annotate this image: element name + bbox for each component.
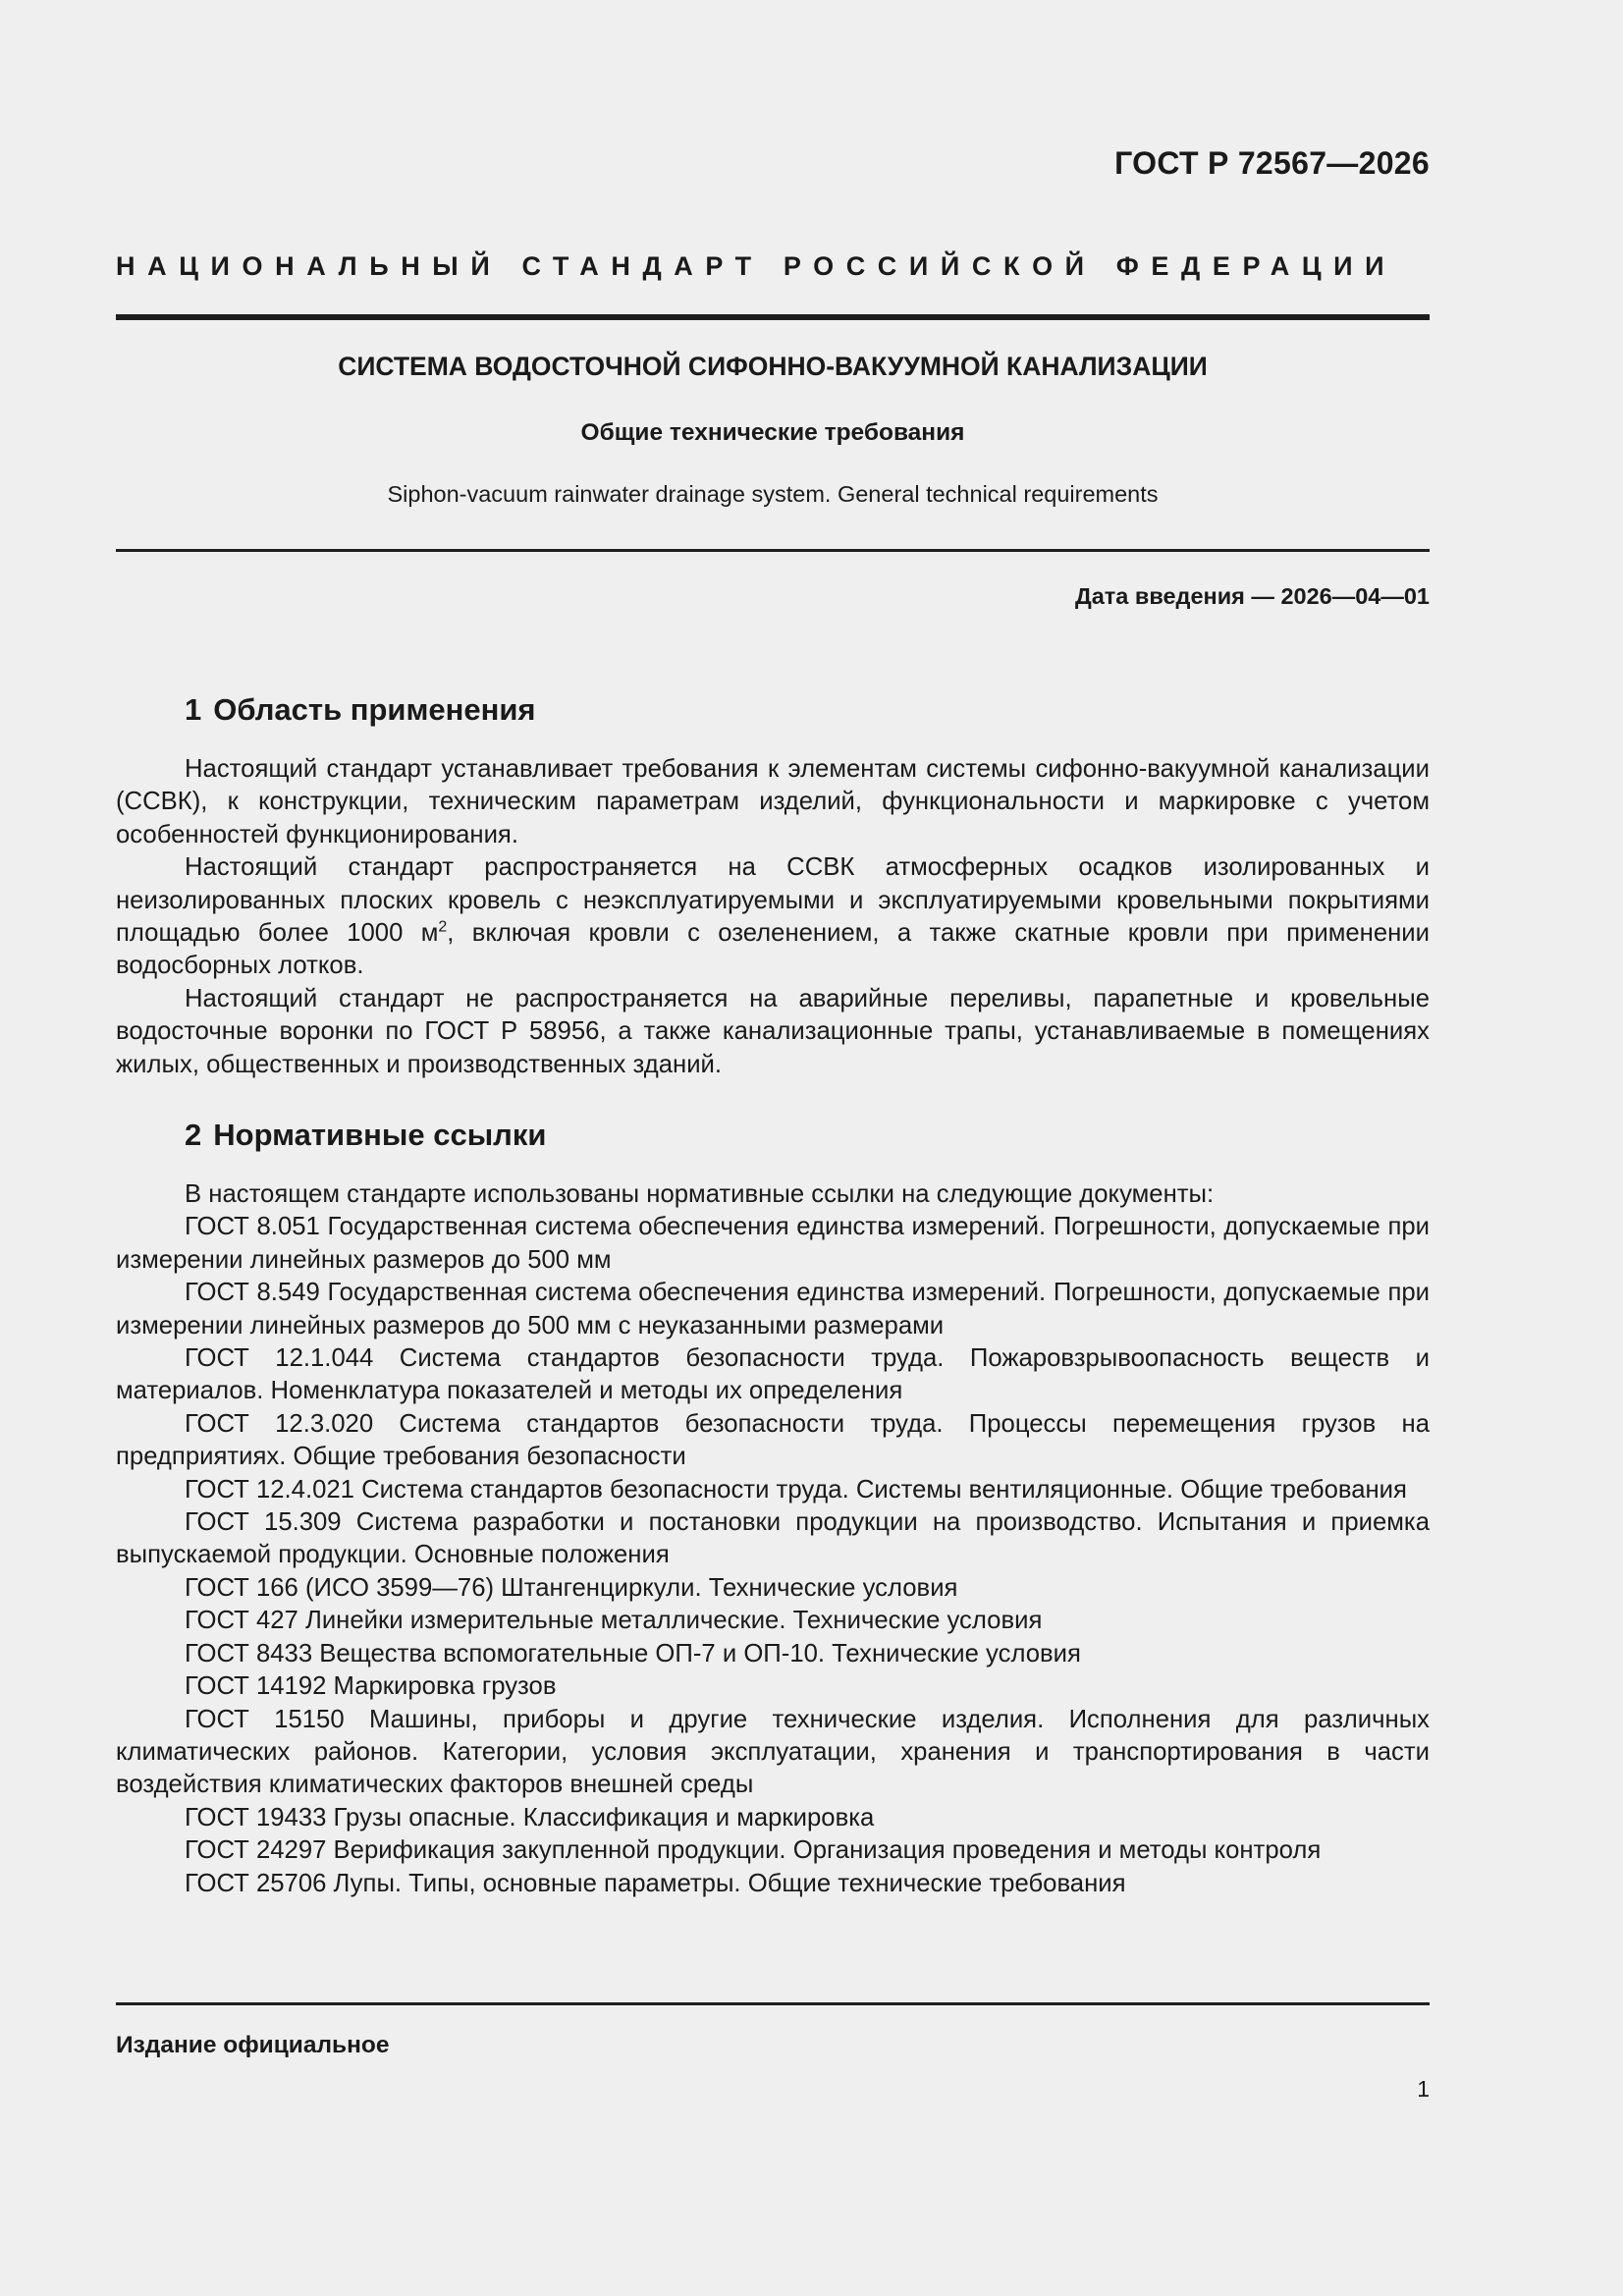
footer-divider [116, 2002, 1430, 2005]
reference-item: ГОСТ 15150 Машины, приборы и другие технические изделия. Исполнения для различных климатических районов. Категории, условия эксплуатации, хранения и транспортирования в части воздействия климатических факторов внешней среды [116, 1705, 1430, 1799]
superscript: 2 [438, 918, 448, 936]
document-title-english: Siphon-vacuum rainwater drainage system. General technical requirements [387, 481, 1159, 507]
reference-item: ГОСТ 166 (ИСО 3599—76) Штангенциркули. Технические условия [185, 1573, 958, 1602]
reference-item: ГОСТ 12.4.021 Система стандартов безопасности труда. Системы вентиляционные. Общие требования [185, 1475, 1407, 1503]
section-number: 1 [185, 692, 202, 727]
section-number: 2 [185, 1118, 202, 1152]
document-page [116, 0, 1430, 2296]
reference-item: ГОСТ 25706 Лупы. Типы, основные параметры. Общие технические требования [185, 1869, 1126, 1897]
reference-item: ГОСТ 19433 Грузы опасные. Классификация и маркировка [185, 1803, 875, 1831]
references-intro: В настоящем стандарте использованы нормативные ссылки на следующие документы: [185, 1180, 1215, 1208]
official-edition-label: Издание официальное [116, 2032, 390, 2058]
header-divider [116, 314, 1430, 320]
section-2-heading [185, 1118, 546, 1153]
reference-item: ГОСТ 15.309 Система разработки и постановки продукции на производство. Испытания и приемка выпускаемой продукции. Основные положения [116, 1508, 1430, 1569]
section-title: Область применения [213, 692, 536, 727]
section-1-body [116, 753, 1430, 1081]
section-2-body [116, 1178, 1430, 1900]
reference-item: ГОСТ 8433 Вещества вспомогательные ОП-7 и ОП-10. Технические условия [185, 1639, 1081, 1667]
paragraph [116, 851, 1430, 983]
reference-item: ГОСТ 8.549 Государственная система обеспечения единства измерений. Погрешности, допускаемые при измерении линейных размеров до 500 мм с неуказанными размерами [116, 1279, 1430, 1339]
document-subtitle: Общие технические требования [580, 419, 965, 446]
paragraph: Настоящий стандарт не распространяется на аварийные переливы, парапетные и кровельные водосточные воронки по ГОСТ Р 58956, а также канализационные трапы, устанавливаемые в помещениях жилых, общественных и производственных зданий. [116, 984, 1430, 1078]
paragraph-text: Настоящий стандарт распространяется на ССВК атмосферных осадков изолированных и неизолированных плоских кровель с неэксплуатируемыми и эксплуатируемыми кровельными покрытиями площадью более 1000 м [116, 853, 1430, 948]
national-standard-banner: НАЦИОНАЛЬНЫЙ СТАНДАРТ РОССИЙСКОЙ ФЕДЕРАЦИИ [116, 251, 1397, 281]
document-code: ГОСТ Р 72567—2026 [1114, 145, 1430, 181]
page-number: 1 [1417, 2076, 1430, 2102]
paragraph-text: , включая кровли с озеленением, а также скатные кровли при применении водосборных лотков. [116, 919, 1430, 980]
reference-item: ГОСТ 427 Линейки измерительные металлические. Технические условия [185, 1607, 1043, 1635]
introduction-date: Дата введения — 2026—04—01 [1074, 583, 1430, 609]
reference-item: ГОСТ 14192 Маркировка грузов [185, 1672, 557, 1701]
reference-item: ГОСТ 12.1.044 Система стандартов безопасности труда. Пожаровзрывоопасность веществ и материалов. Номенклатура показателей и методы их определения [116, 1344, 1430, 1405]
title-divider [116, 549, 1430, 552]
reference-item: ГОСТ 8.051 Государственная система обеспечения единства измерений. Погрешности, допускаемые при измерении линейных размеров до 500 мм [116, 1213, 1430, 1274]
section-title: Нормативные ссылки [213, 1118, 547, 1152]
document-title: СИСТЕМА ВОДОСТОЧНОЙ СИФОННО-ВАКУУМНОЙ КАНАЛИЗАЦИИ [338, 352, 1208, 381]
paragraph: Настоящий стандарт устанавливает требования к элементам системы сифонно-вакуумной канализации (ССВК), к конструкции, техническим параметрам изделий, функциональности и маркировке с учетом особенностей функционирования. [116, 755, 1430, 848]
reference-item: ГОСТ 12.3.020 Система стандартов безопасности труда. Процессы перемещения грузов на предприятиях. Общие требования безопасности [116, 1409, 1430, 1471]
section-1-heading [185, 692, 536, 728]
reference-item: ГОСТ 24297 Верификация закупленной продукции. Организация проведения и методы контроля [185, 1836, 1322, 1865]
